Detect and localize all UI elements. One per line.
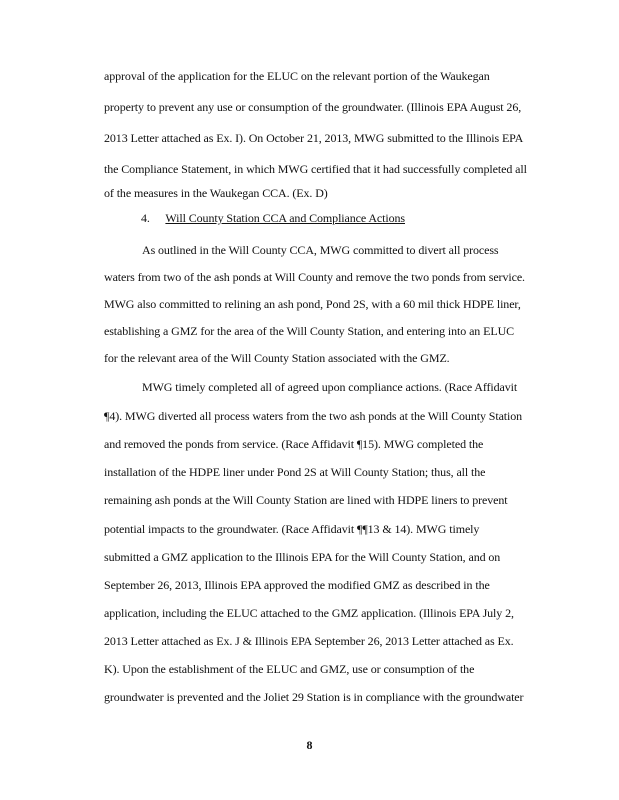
paragraph-line-15: remaining ash ponds at the Will County Station are lined with HDPE liners to prevent [104, 493, 508, 507]
paragraph-line-21: K). Upon the establishment of the ELUC and GMZ, use or consumption of the [104, 662, 475, 676]
paragraph-line-1: approval of the application for the ELUC on the relevant portion of the Waukegan [104, 69, 490, 83]
paragraph-line-22: groundwater is prevented and the Joliet 29 Station is in compliance with the groundwater [104, 690, 524, 704]
section-heading [141, 211, 405, 225]
paragraph-line-9: establishing a GMZ for the area of the Will County Station, and entering into an ELUC [104, 324, 515, 338]
paragraph-line-13: and removed the ponds from service. (Race Affidavit ¶15). MWG completed the [104, 437, 484, 451]
paragraph-line-4: the Compliance Statement, in which MWG certified that it had successfully completed all [104, 162, 527, 176]
paragraph-line-12: ¶4). MWG diverted all process waters from the two ash ponds at the Will County Station [104, 409, 523, 423]
paragraph-line-8: MWG also committed to relining an ash pond, Pond 2S, with a 60 mil thick HDPE liner, [104, 297, 521, 311]
paragraph-line-16: potential impacts to the groundwater. (Race Affidavit ¶¶13 & 14). MWG timely [104, 522, 480, 536]
paragraph-line-2: property to prevent any use or consumption of the groundwater. (Illinois EPA August 26, [104, 100, 522, 114]
paragraph-line-10: for the relevant area of the Will County Station associated with the GMZ. [104, 351, 450, 365]
paragraph-line-6: As outlined in the Will County CCA, MWG committed to divert all process [142, 243, 499, 257]
paragraph-line-14: installation of the HDPE liner under Pond 2S at Will County Station; thus, all the [104, 465, 486, 479]
paragraph-line-3: 2013 Letter attached as Ex. I). On October 21, 2013, MWG submitted to the Illinois EPA [104, 131, 524, 145]
paragraph-line-11: MWG timely completed all of agreed upon compliance actions. (Race Affidavit [142, 380, 518, 394]
paragraph-line-7: waters from two of the ash ponds at Will County and remove the two ponds from service. [104, 270, 525, 284]
section-title: Will County Station CCA and Compliance Actions [165, 211, 405, 225]
paragraph-line-19: application, including the ELUC attached to the GMZ application. (Illinois EPA July 2, [104, 606, 514, 620]
page-number: 8 [306, 738, 313, 752]
paragraph-line-20: 2013 Letter attached as Ex. J & Illinois EPA September 26, 2013 Letter attached as Ex. [104, 634, 514, 648]
section-number: 4. [141, 211, 150, 225]
paragraph-line-18: September 26, 2013, Illinois EPA approved the modified GMZ as described in the [104, 578, 490, 592]
paragraph-line-5: of the measures in the Waukegan CCA. (Ex. D) [104, 186, 328, 200]
paragraph-line-17: submitted a GMZ application to the Illinois EPA for the Will County Station, and on [104, 550, 501, 564]
